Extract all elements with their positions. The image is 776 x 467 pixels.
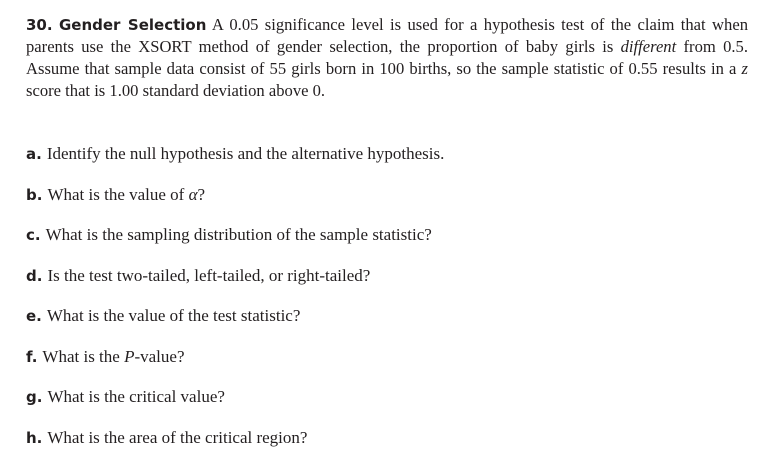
question-f — [26, 337, 748, 378]
problem-statement — [26, 14, 748, 102]
question-h — [26, 418, 748, 459]
question-g — [26, 377, 748, 418]
question-text: Identify the null hypothesis and the alternative hypothesis. — [46, 144, 445, 164]
question-text: What is the value of — [47, 184, 185, 204]
question-letter: a. — [26, 145, 42, 164]
problem-title: Gender Selection — [58, 16, 207, 34]
problem-emphasis: different — [620, 37, 677, 56]
question-letter: h. — [26, 428, 43, 447]
question-text-suffix: ? — [197, 184, 206, 204]
question-b — [26, 175, 748, 216]
question-a — [26, 134, 748, 175]
question-letter: f. — [26, 347, 38, 366]
question-text: What is the sampling distribution of the sample statistic? — [45, 225, 432, 245]
alpha-symbol: α — [188, 184, 198, 204]
question-text: What is the area of the critical region? — [47, 427, 308, 447]
problem-text-part-1: A 0.05 significance level is used for a hypothesis test of the claim that when parents use the XSORT method of gender selection, the proportion of baby girls is — [26, 15, 748, 56]
question-letter: g. — [26, 388, 43, 407]
question-e — [26, 296, 748, 337]
question-letter: e. — [26, 307, 42, 326]
question-text: What is the critical value? — [47, 387, 225, 407]
question-text: What is the value of the test statistic? — [46, 306, 301, 326]
question-letter: c. — [26, 226, 41, 245]
z-symbol: z — [741, 59, 748, 78]
problem-text-part-3: score that is 1.00 standard deviation above 0. — [26, 81, 326, 100]
question-letter: b. — [26, 185, 43, 204]
question-text-suffix: -value? — [134, 346, 185, 366]
question-letter: d. — [26, 266, 43, 285]
p-symbol: P — [124, 346, 135, 366]
problem-number: 30. — [26, 16, 53, 34]
question-text: What is the — [42, 346, 120, 366]
question-d — [26, 256, 748, 297]
problem-text-part-2: from 0.5. Assume that sample data consist of 55 girls born in 100 births, so the sample statistic of 0.55 results in a — [26, 37, 748, 78]
question-list — [26, 134, 748, 458]
question-text: Is the test two-tailed, left-tailed, or right-tailed? — [47, 265, 371, 285]
question-c — [26, 215, 748, 256]
